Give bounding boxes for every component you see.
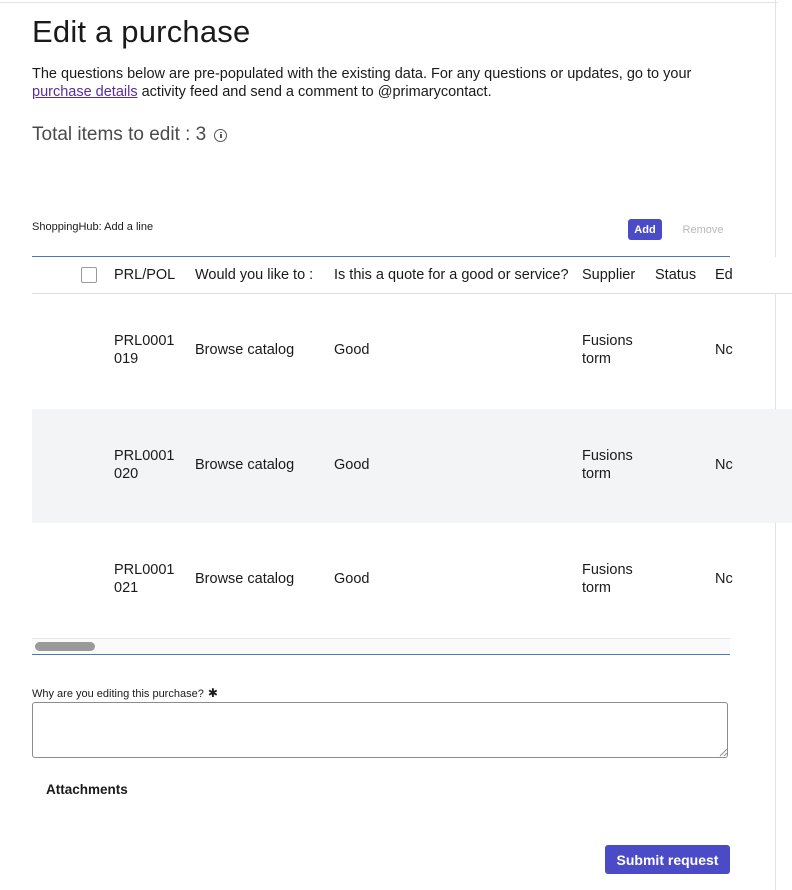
add-line-label: ShoppingHub: Add a line <box>32 221 154 233</box>
reason-textarea[interactable] <box>32 702 728 758</box>
intro-text-end: activity feed and send a comment to @primarycontact. <box>137 84 492 100</box>
prl-number-line1: PRL0001 <box>114 447 175 464</box>
ed-cell: Nc <box>715 456 733 473</box>
add-button[interactable]: Add <box>628 219 662 240</box>
scrollbar-thumb[interactable] <box>35 642 95 651</box>
prl-number-line2: 020 <box>114 465 139 482</box>
remove-button[interactable]: Remove <box>676 219 730 240</box>
column-header-ed[interactable]: Ed <box>715 267 733 283</box>
reason-label <box>32 686 218 700</box>
prl-number-line2: 021 <box>114 580 139 596</box>
column-header-would-you-like[interactable]: Would you like to : <box>195 267 314 283</box>
prl-number-line2: 019 <box>114 351 139 367</box>
supplier-cell <box>582 332 633 368</box>
supplier-line1: Fusions <box>582 447 633 464</box>
column-header-status[interactable]: Status <box>655 267 697 283</box>
prl-cell <box>114 561 174 597</box>
supplier-line1: Fusions <box>582 333 633 349</box>
action-cell: Browse catalog <box>195 342 295 358</box>
items-grid <box>32 256 733 655</box>
table-row[interactable] <box>32 409 792 524</box>
type-cell: Good <box>334 571 370 587</box>
column-header-quote-type[interactable]: Is this a quote for a good or service? <box>334 267 569 283</box>
supplier-line1: Fusions <box>582 562 633 578</box>
page-title: Edit a purchase <box>32 14 251 49</box>
prl-cell <box>114 447 174 483</box>
supplier-line2: torm <box>582 351 611 367</box>
select-all-checkbox[interactable] <box>81 267 97 283</box>
total-items <box>32 124 227 146</box>
ed-cell: Nc <box>715 571 733 587</box>
table-row[interactable] <box>32 523 792 638</box>
prl-number-line1: PRL0001 <box>114 333 175 349</box>
resize-grip-icon[interactable] <box>718 747 728 757</box>
purchase-details-link[interactable]: purchase details <box>32 84 138 100</box>
supplier-cell <box>582 561 633 597</box>
supplier-line2: torm <box>582 465 611 482</box>
info-circle-icon[interactable] <box>214 129 227 142</box>
grid-header-row <box>32 257 792 294</box>
type-cell: Good <box>334 456 370 473</box>
intro-text-start: The questions below are pre-populated with the existing data. For any questions or updates, go to your <box>32 66 692 82</box>
action-cell: Browse catalog <box>195 571 295 587</box>
column-header-supplier[interactable]: Supplier <box>582 267 636 283</box>
total-items-label: Total items to edit : 3 <box>32 124 207 145</box>
ed-cell: Nc <box>715 342 733 358</box>
type-cell: Good <box>334 342 370 358</box>
submit-request-button[interactable]: Submit request <box>605 845 730 874</box>
prl-cell <box>114 332 174 368</box>
top-divider <box>0 2 778 3</box>
table-row[interactable] <box>32 294 792 409</box>
attachments-heading: Attachments <box>46 782 128 797</box>
required-asterisk-icon: ✱ <box>207 686 218 700</box>
supplier-cell <box>582 447 633 483</box>
intro-text <box>32 65 732 101</box>
supplier-line2: torm <box>582 580 611 596</box>
horizontal-scrollbar[interactable] <box>32 638 730 654</box>
action-cell: Browse catalog <box>195 456 295 473</box>
prl-number-line1: PRL0001 <box>114 562 175 578</box>
column-header-prl-pol[interactable]: PRL/POL <box>114 267 176 283</box>
reason-label-text: Why are you editing this purchase? <box>32 688 204 700</box>
